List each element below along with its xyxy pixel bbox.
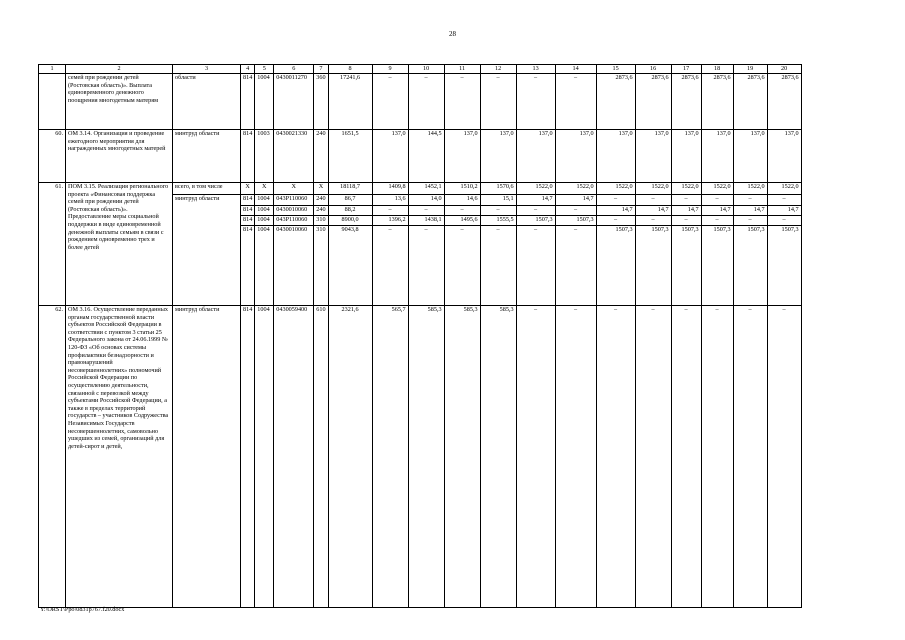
header-cell: 12: [480, 65, 516, 74]
value-cell: 1510,2: [444, 183, 480, 195]
value-cell: 1452,1: [408, 183, 444, 195]
executor: минтруд области: [173, 195, 241, 306]
value-cell: 240: [314, 206, 328, 216]
value-cell: 585,3: [444, 306, 480, 608]
value-cell: X: [255, 183, 274, 195]
value-cell: –: [372, 74, 408, 130]
value-cell: 1570,6: [480, 183, 516, 195]
value-cell: 1522,0: [635, 183, 671, 195]
value-cell: 9043,8: [328, 226, 372, 306]
value-cell: 0430010060: [274, 206, 314, 216]
value-cell: 814: [241, 216, 255, 226]
value-cell: 14,7: [635, 206, 671, 216]
value-cell: 1004: [255, 216, 274, 226]
value-cell: –: [596, 216, 635, 226]
value-cell: –: [635, 216, 671, 226]
value-cell: –: [516, 306, 555, 608]
value-cell: X: [314, 183, 328, 195]
value-cell: 585,3: [480, 306, 516, 608]
value-cell: –: [671, 216, 701, 226]
value-cell: 18118,7: [328, 183, 372, 195]
value-cell: 137,0: [596, 130, 635, 183]
value-cell: –: [408, 206, 444, 216]
measure-name: ОМ 3.14. Организация и проведение ежегодного мероприятия для награжденных многодетных матерей: [66, 130, 173, 183]
value-cell: –: [555, 306, 596, 608]
value-cell: –: [372, 226, 408, 306]
value-cell: 1507,3: [733, 226, 767, 306]
value-cell: –: [596, 195, 635, 206]
value-cell: –: [733, 306, 767, 608]
value-cell: –: [555, 226, 596, 306]
value-cell: 1522,0: [555, 183, 596, 195]
value-cell: 1396,2: [372, 216, 408, 226]
value-cell: 814: [241, 226, 255, 306]
value-cell: –: [444, 74, 480, 130]
value-cell: 814: [241, 306, 255, 608]
value-cell: 043P110060: [274, 195, 314, 206]
value-cell: –: [516, 226, 555, 306]
value-cell: –: [516, 206, 555, 216]
value-cell: 14,0: [408, 195, 444, 206]
value-cell: 585,3: [408, 306, 444, 608]
value-cell: 14,7: [596, 206, 635, 216]
value-cell: 137,0: [555, 130, 596, 183]
value-cell: 814: [241, 206, 255, 216]
value-cell: 043P110060: [274, 216, 314, 226]
value-cell: X: [241, 183, 255, 195]
header-cell: 3: [173, 65, 241, 74]
table-row: [39, 183, 802, 195]
value-cell: 310: [314, 216, 328, 226]
value-cell: 2873,6: [671, 74, 701, 130]
value-cell: –: [555, 206, 596, 216]
value-cell: –: [701, 306, 733, 608]
value-cell: –: [444, 206, 480, 216]
measure-name: ПОМ 3.15. Реализация регионального проекта «Финансовая поддержка семей при рождении детей (Ростовская область)». Предоставление меры социальной поддержки в виде единовременной денежной выплаты семьям в связи с рождением одновременно трех и более детей: [66, 183, 173, 306]
value-cell: 13,6: [372, 195, 408, 206]
value-cell: 0430059400: [274, 306, 314, 608]
row-number: 61.: [39, 183, 66, 306]
row-number: [39, 74, 66, 130]
header-cell: 7: [314, 65, 328, 74]
value-cell: 1507,3: [596, 226, 635, 306]
header-cell: 11: [444, 65, 480, 74]
page-number: 28: [449, 30, 456, 38]
measure-name: семей при рождении детей (Ростовская область)». Выплата единовременного денежного поощрения многодетным матерям: [66, 74, 173, 130]
value-cell: 610: [314, 306, 328, 608]
value-cell: 1438,1: [408, 216, 444, 226]
value-cell: 14,7: [555, 195, 596, 206]
value-cell: –: [372, 206, 408, 216]
budget-table: [38, 64, 802, 608]
value-cell: 137,0: [701, 130, 733, 183]
value-cell: –: [408, 74, 444, 130]
header-cell: 4: [241, 65, 255, 74]
value-cell: 310: [314, 226, 328, 306]
header-cell: 9: [372, 65, 408, 74]
header-cell: 15: [596, 65, 635, 74]
header-cell: 2: [66, 65, 173, 74]
value-cell: 1495,6: [444, 216, 480, 226]
value-cell: 814: [241, 74, 255, 130]
value-cell: 1522,0: [733, 183, 767, 195]
value-cell: 137,0: [767, 130, 801, 183]
executor: минтруд области: [173, 130, 241, 183]
value-cell: 1004: [255, 74, 274, 130]
value-cell: –: [555, 74, 596, 130]
value-cell: 137,0: [635, 130, 671, 183]
value-cell: 137,0: [444, 130, 480, 183]
value-cell: 1004: [255, 195, 274, 206]
value-cell: 2321,6: [328, 306, 372, 608]
value-cell: 814: [241, 130, 255, 183]
value-cell: 14,7: [671, 206, 701, 216]
value-cell: 14,6: [444, 195, 480, 206]
value-cell: –: [701, 216, 733, 226]
value-cell: 14,7: [733, 206, 767, 216]
value-cell: 137,0: [372, 130, 408, 183]
value-cell: 1522,0: [671, 183, 701, 195]
header-cell: 16: [635, 65, 671, 74]
value-cell: 144,5: [408, 130, 444, 183]
value-cell: 814: [241, 195, 255, 206]
value-cell: –: [480, 74, 516, 130]
value-cell: 88,2: [328, 206, 372, 216]
value-cell: 14,7: [701, 206, 733, 216]
value-cell: 1522,0: [767, 183, 801, 195]
value-cell: –: [671, 195, 701, 206]
value-cell: 1555,5: [480, 216, 516, 226]
header-cell: 5: [255, 65, 274, 74]
header-cell: 20: [767, 65, 801, 74]
value-cell: 1651,5: [328, 130, 372, 183]
value-cell: 2873,6: [767, 74, 801, 130]
value-cell: 1507,3: [767, 226, 801, 306]
value-cell: 1003: [255, 130, 274, 183]
measure-name: ОМ 3.16. Осуществление переданных органам государственной власти субъектов Российской Федерации в соответствии с пунктом 3 статьи 25 Федерального закона от 24.06.1999 № 120-ФЗ «Об основах системы профилактики безнадзорности и правонарушений несовершеннолетних» полномочий Российской Федерации по осуществлению деятельности, связанной с перевозкой между субъектами Российской Федерации, а также в пределах территорий государств – участников Содружества Независимых Государств несовершеннолетних, самовольно ушедших из семей, организаций для детей-сирот и детей,: [66, 306, 173, 608]
value-cell: 0430021330: [274, 130, 314, 183]
header-cell: 8: [328, 65, 372, 74]
row-number: 62.: [39, 306, 66, 608]
value-cell: 2873,6: [733, 74, 767, 130]
value-cell: 137,0: [671, 130, 701, 183]
header-cell: 1: [39, 65, 66, 74]
value-cell: 1522,0: [701, 183, 733, 195]
value-cell: 1004: [255, 306, 274, 608]
value-cell: –: [635, 306, 671, 608]
document-path: Y:\ORST\Ppo\0831p767.f20.docx: [40, 606, 125, 613]
value-cell: –: [767, 216, 801, 226]
value-cell: 1507,3: [701, 226, 733, 306]
value-cell: –: [408, 226, 444, 306]
value-cell: 137,0: [733, 130, 767, 183]
value-cell: 1507,3: [635, 226, 671, 306]
executor: минтруд области: [173, 306, 241, 608]
value-cell: 14,7: [516, 195, 555, 206]
value-cell: –: [767, 306, 801, 608]
value-cell: 0430010060: [274, 226, 314, 306]
value-cell: 2873,6: [635, 74, 671, 130]
value-cell: –: [733, 195, 767, 206]
value-cell: –: [516, 74, 555, 130]
value-cell: –: [480, 206, 516, 216]
value-cell: –: [733, 216, 767, 226]
header-cell: 14: [555, 65, 596, 74]
value-cell: 1004: [255, 206, 274, 216]
executor: области: [173, 74, 241, 130]
value-cell: 86,7: [328, 195, 372, 206]
header-cell: 19: [733, 65, 767, 74]
header-cell: 17: [671, 65, 701, 74]
value-cell: –: [671, 306, 701, 608]
value-cell: 14,7: [767, 206, 801, 216]
row-number: 60.: [39, 130, 66, 183]
header-cell: 13: [516, 65, 555, 74]
value-cell: 1004: [255, 226, 274, 306]
value-cell: 565,7: [372, 306, 408, 608]
value-cell: –: [480, 226, 516, 306]
value-cell: 15,1: [480, 195, 516, 206]
header-cell: 18: [701, 65, 733, 74]
value-cell: 0430011270: [274, 74, 314, 130]
value-cell: 2873,6: [596, 74, 635, 130]
header-row: [39, 65, 802, 74]
value-cell: –: [444, 226, 480, 306]
value-cell: 1507,3: [671, 226, 701, 306]
header-cell: 6: [274, 65, 314, 74]
value-cell: 360: [314, 74, 328, 130]
executor-total: всего, в том числе: [173, 183, 241, 195]
value-cell: 137,0: [480, 130, 516, 183]
value-cell: X: [274, 183, 314, 195]
value-cell: –: [596, 306, 635, 608]
value-cell: 1409,8: [372, 183, 408, 195]
value-cell: –: [635, 195, 671, 206]
value-cell: 1522,0: [516, 183, 555, 195]
value-cell: 1507,3: [555, 216, 596, 226]
header-cell: 10: [408, 65, 444, 74]
table-row: [39, 306, 802, 608]
value-cell: 2873,6: [701, 74, 733, 130]
value-cell: 8900,0: [328, 216, 372, 226]
value-cell: 240: [314, 195, 328, 206]
table-row: [39, 74, 802, 130]
value-cell: 137,0: [516, 130, 555, 183]
value-cell: 17241,6: [328, 74, 372, 130]
value-cell: 240: [314, 130, 328, 183]
value-cell: –: [701, 195, 733, 206]
value-cell: –: [767, 195, 801, 206]
value-cell: 1522,0: [596, 183, 635, 195]
value-cell: 1507,3: [516, 216, 555, 226]
table-row: [39, 130, 802, 183]
